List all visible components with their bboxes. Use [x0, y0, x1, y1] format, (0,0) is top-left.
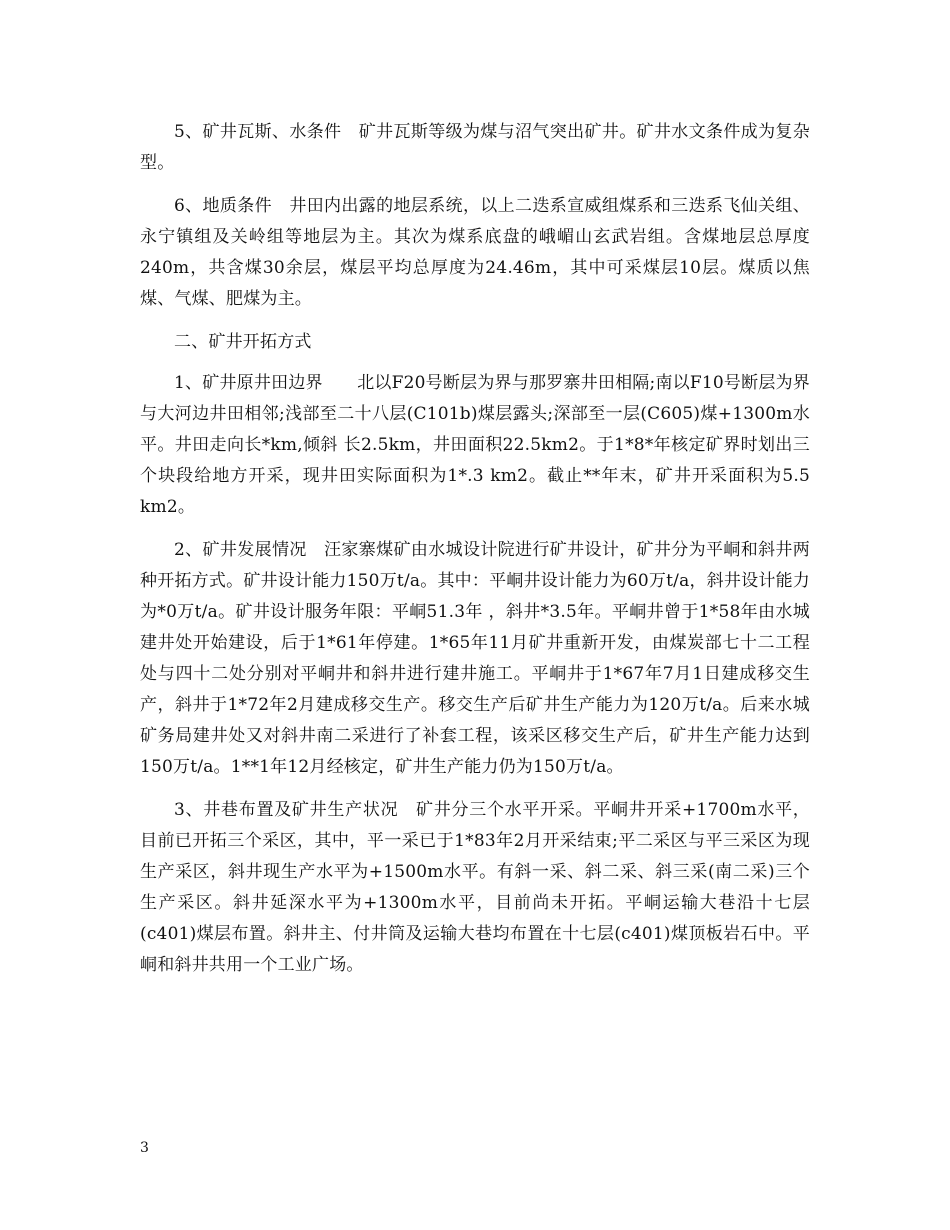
paragraph-mine-boundary: 1、矿井原井田边界 北以F20号断层为界与那罗寨井田相隔;南以F10号断层为界与大河边井田相邻;浅部至二十八层(C101b)煤层露头;深部至一层(C605)煤+1300m水平。井田走向长*km,倾斜 长2.5km，井田面积22.5km2。于1*8*年核定矿界时划出三个块段给地方开采，现井田实际面积为1*.3 km2。截止**年末，矿井开采面积为5.5 km2。 [140, 373, 810, 517]
section-heading-development-method: 二、矿井开拓方式 [174, 332, 312, 352]
document-body [140, 117, 810, 993]
paragraph-geological-conditions: 6、地质条件 井田内出露的地层系统，以上二迭系宣威组煤系和三迭系飞仙关组、永宁镇组及关岭组等地层为主。其次为煤系底盘的峨嵋山玄武岩组。含煤地层总厚度240m，共含煤30余层，煤层平均总厚度为24.46m，其中可采煤层10层。煤质以焦煤、气煤、肥煤为主。 [140, 196, 810, 309]
paragraph-gas-water-conditions: 5、矿井瓦斯、水条件 矿井瓦斯等级为煤与沼气突出矿井。矿井水文条件成为复杂型。 [140, 122, 810, 173]
page-number: 3 [140, 1140, 149, 1156]
paragraph-roadway-layout-production: 3、井巷布置及矿井生产状况 矿井分三个水平开采。平峒井开采+1700m水平，目前已开拓三个采区，其中，平一采已于1*83年2月开采结束;平二采区与平三采区为现生产采区，斜井现生产水平为+1500m水平。有斜一采、斜二采、斜三采(南二采)三个生产采区。斜井延深水平为+1300m水平，目前尚未开拓。平峒运输大巷沿十七层(c401)煤层布置。斜井主、付井筒及运输大巷均布置在十七层(c401)煤顶板岩石中。平峒和斜井共用一个工业广场。 [140, 800, 810, 975]
paragraph-mine-development-history: 2、矿井发展情况 汪家寨煤矿由水城设计院进行矿井设计，矿井分为平峒和斜井两种开拓方式。矿井设计能力150万t/a。其中：平峒井设计能力为60万t/a，斜井设计能力为*0万t/a。矿井设计服务年限：平峒51.3年 ，斜井*3.5年。平峒井曾于1*58年由水城建井处开始建设，后于1*61年停建。1*65年11月矿井重新开发，由煤炭部七十二工程处与四十二处分别对平峒井和斜井进行建井施工。平峒井于1*67年7月1日建成移交生产，斜井于1*72年2月建成移交生产。移交生产后矿井生产能力为120万t/a。后来水城矿务局建井处又对斜井南二采进行了补套工程，该采区移交生产后，矿井生产能力达到150万t/a。1**1年12月经核定，矿井生产能力仍为150万t/a。 [140, 540, 810, 777]
